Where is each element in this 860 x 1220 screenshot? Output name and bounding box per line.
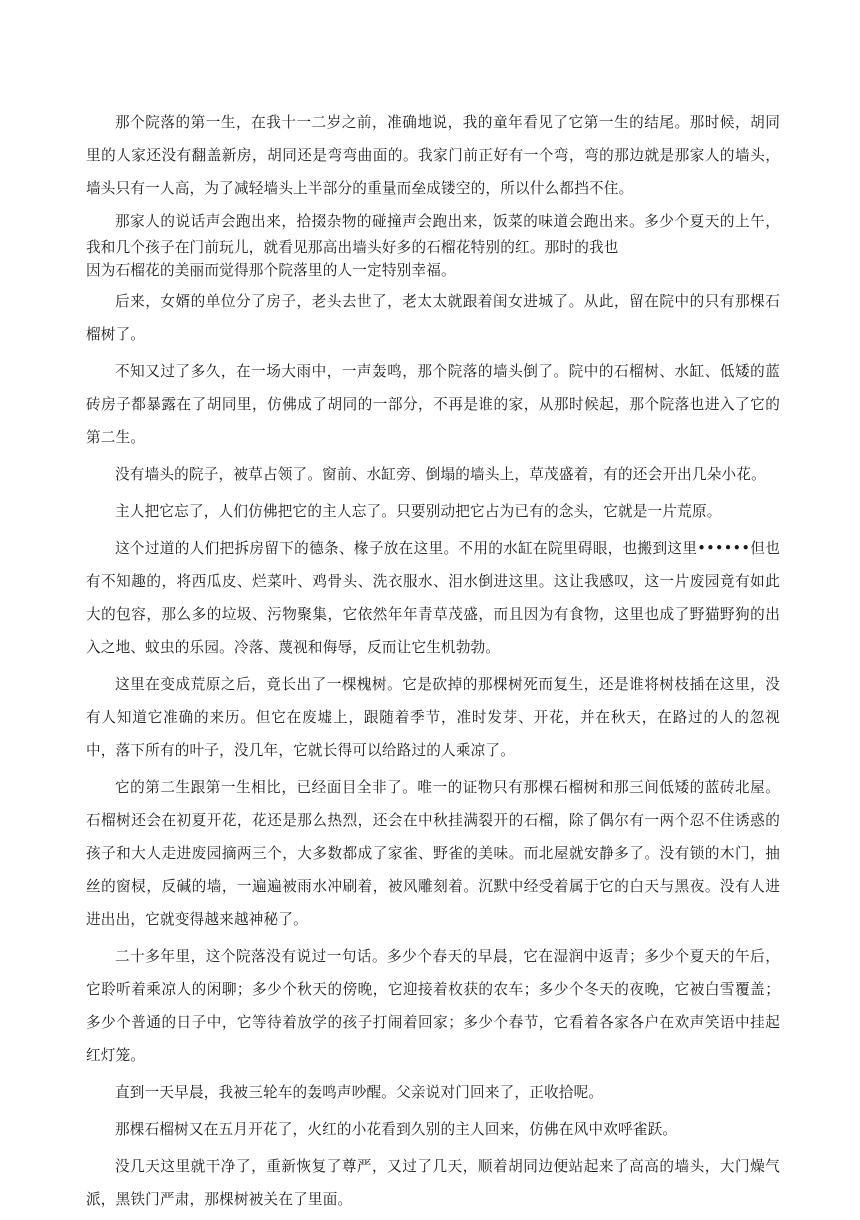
paragraph-9: 它的第二生跟第一生相比，已经面目全非了。唯一的证物只有那棵石榴树和那三间低矮的蓝砖北屋。石榴树还会在初夏开花，花还是那么热烈，还会在中秋挂满裂开的石榴，除了偶尔有一两个忍不住诱惑的孩子和大人走进废园摘两三个，大多数都成了家雀、野雀的美味。而北屋就安静多了。没有锁的木门，抽丝的窗棂，反碱的墙，一遍遍被雨水冲刷着，被风雕刻着。沉默中经受着属于它的白天与黑夜。没有人进进出出，它就变得越来越神秘了。	[86, 779, 780, 928]
paragraph-2-continuation: 因为石榴花的美丽而觉得那个院落里的人一定特别幸福。	[86, 262, 456, 279]
paragraph-12: 那棵石榴树又在五月开花了，火红的小花看到久别的主人回来，仿佛在风中欢呼雀跃。	[115, 1121, 678, 1138]
paragraph-5: 没有墙头的院子，被草占领了。窗前、水缸旁、倒塌的墙头上，草茂盛着，有的还会开出几朵小花。	[115, 466, 766, 483]
paragraph-3: 后来，女婿的单位分了房子，老头去世了，老太太就跟着闺女进城了。从此，留在院中的只有那棵石榴树了。	[86, 293, 780, 343]
paragraph-11: 直到一天早晨，我被三轮车的轰鸣声吵醒。父亲说对门回来了，正收拾呢。	[115, 1084, 604, 1101]
paragraph-6: 主人把它忘了，人们仿佛把它的主人忘了。只要别动把它占为已有的念头，它就是一片荒原。	[115, 503, 722, 520]
paragraph-1: 那个院落的第一生，在我十一二岁之前，准确地说，我的童年看见了它第一生的结尾。那时候，胡同里的人家还没有翻盖新房，胡同还是弯弯曲面的。我家门前正好有一个弯，弯的那边就是那家人的墙头，墙头只有一人高，为了减轻墙头上半部分的重量而垒成镂空的，所以什么都挡不住。	[86, 114, 780, 197]
paragraph-8: 这里在变成荒原之后，竟长出了一棵槐树。它是砍掉的那棵树死而复生，还是谁将树枝插在这里，没有人知道它准确的来历。但它在废墟上，跟随着季节，准时发芽、开花，并在秋天，在路过的人的忽视中，落下所有的叶子，没几年，它就长得可以给路过的人乘凉了。	[86, 676, 780, 759]
document-body	[86, 106, 780, 1220]
paragraph-4: 不知又过了多久，在一场大雨中，一声轰鸣，那个院落的墙头倒了。院中的石榴树、水缸、低矮的蓝砖房子都暴露在了胡同里，仿佛成了胡同的一部分，不再是谁的家，从那时候起，那个院落也进入了它的第二生。	[86, 363, 780, 446]
paragraph-2: 那家人的说话声会跑出来，拾掇杂物的碰撞声会跑出来，饭菜的味道会跑出来。多少个夏天的上午，我和几个孩子在门前玩儿，就看见那高出墙头好多的石榴花特别的红。那时的我也	[86, 213, 780, 256]
paragraph-13: 没几天这里就干净了，重新恢复了尊严，又过了几天，顺着胡同边便站起来了高高的墙头，大门燥气派，黑铁门严肃，那棵树被关在了里面。	[86, 1158, 780, 1208]
paragraph-7: 这个过道的人们把拆房留下的德条、椽子放在这里。不用的水缸在院里碍眼，也搬到这里••••••但也有不知趣的，将西瓜皮、烂菜叶、鸡骨头、洗衣服水、泪水倒进这里。这让我感叹，这一片废园竟有如此大的包容，那么多的垃圾、污物聚集，它依然年年青草茂盛，而且因为有食物，这里也成了野猫野狗的出入之地、蚊虫的乐园。冷落、蔑视和侮辱，反而让它生机勃勃。	[86, 540, 780, 656]
paragraph-10: 二十多年里，这个院落没有说过一句话。多少个春天的早晨，它在湿润中返青；多少个夏天的午后，它聆听着乘凉人的闲聊；多少个秋天的傍晚，它迎接着枚获的农车；多少个冬天的夜晚，它被白雪覆盖；多少个普通的日子中，它等待着放学的孩子打闹着回家；多少个春节，它看着各家各户在欢声笑语中挂起红灯笼。	[86, 948, 780, 1064]
